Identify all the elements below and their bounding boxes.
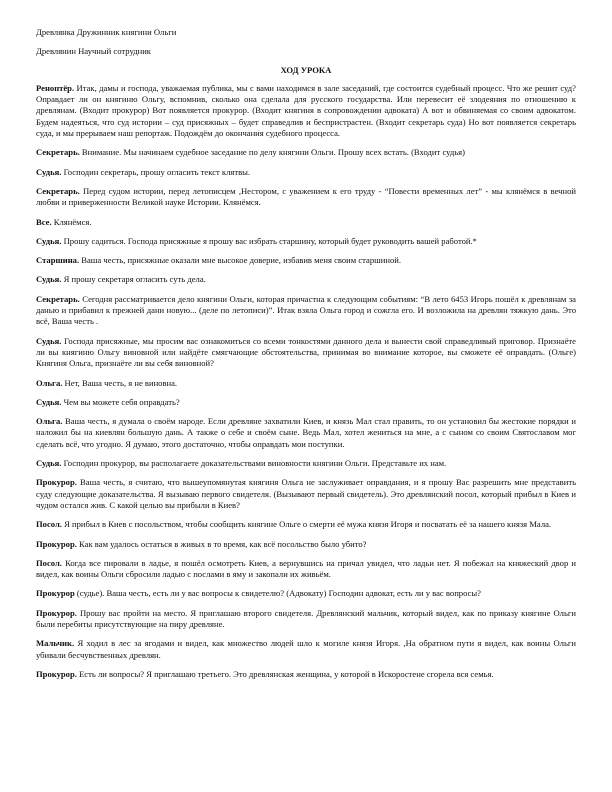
dialogue-paragraph [36,217,576,228]
dialogue-paragraph [36,397,576,408]
speech-text: Прошу вас пройти на место. Я приглашаю второго свидетеля. Древлянский мальчик, который видел, как по приказу княгине Ольги были перебиты присутствующие на пиру древляне. [36,607,576,629]
speaker-name: Прокурор. [36,538,77,549]
speech-text: Ваша честь, присяжные оказали мне высокое доверие, избавив меня своим старшиной. [79,255,402,266]
dialogue-paragraph [36,186,576,209]
speech-text: Есть ли вопросы? Я приглашаю третьего. Это древлянская женщина, у которой в Искоростене сгорела вся семья. [76,668,494,679]
speech-text: Господа присяжные, мы просим вас ознакомиться со всеми тонкостями данного дела и вынести свой справедливый приговор. Признаёте ли вы княгиню Ольгу виновной или найдёте смягчающие обстоятельства, принимая во внимание которое, вы сможете её оправдать. (Ольге) Княгиня Ольга, признаёте ли вы себя виновной? [36,335,576,369]
dialogue-paragraph [36,236,576,247]
speaker-name: Посол. [36,557,62,568]
speech-text: Я прибыл в Киев с посольством, чтобы сообщить княгине Ольге о смерти её мужа князя Игоря и посватать её за нашего князя Мала. [61,519,552,530]
dialogue-paragraph [36,608,576,631]
speech-text: Ваша честь, я считаю, что вышеупомянутая княгиня Ольга не заслуживает оправдания, и я прошу Вас разрешить мне представить суду следующие доказательства. Я вызываю первого свидетеля. (Вызывают первый свидетель). Это древлянский посол, который прибыл в Киев и чудом остался жив. С какой целью вы прибыли в Киев? [36,477,576,510]
speaker-name: Секретарь. [36,185,80,196]
speaker-name: Ольга. [36,377,63,388]
speech-text: Чем вы можете себя оправдать? [61,396,180,407]
speaker-name: Прокурор. [36,477,77,488]
speaker-name: Судья. [36,235,62,246]
speech-text: Нет, Ваша честь, я не виновна. [62,377,178,388]
dialogue-paragraph [36,83,576,139]
dialogue-paragraph [36,274,576,285]
speech-text: Ваша честь, я думала о своём народе. Если древляне захватили Киев, и князь Мал стал править, то он установил бы жестокие порядки и наложил бы на киевлян большую дань. А также о себе и своём сыне. Ведь Мал, хотел жениться на мне, а с сыном со своим Святославом мог сделать всё, что угодно. Я думаю, этого достаточно, чтобы оправдать мои поступки. [36,416,576,449]
dialogue-paragraph [36,147,576,158]
speaker-name: Реноптёр. [36,82,75,93]
speaker-name: Судья. [36,396,62,407]
dialogue-paragraph [36,558,576,581]
dialogue-paragraph [36,378,576,389]
speaker-name: Старшина. [36,255,80,266]
speech-text: Господин секретарь, прошу огласить текст клятвы. [61,166,251,177]
speech-text: Я прошу секретаря огласить суть дела. [61,274,206,285]
speaker-name: Мальчик. [36,638,75,649]
speech-text: Клянёмся. [51,216,92,227]
speaker-name: Все. [36,216,52,227]
speech-text: Как вам удалось остаться в живых в то время, как всё посольство было убито? [76,538,367,549]
dialogue-paragraph [36,588,576,599]
speaker-name: Прокурор. [36,607,77,618]
dialogue-paragraph [36,458,576,469]
lesson-heading: ХОД УРОКА [280,64,332,75]
dialogue-paragraph [36,519,576,530]
speech-text: Прошу садиться. Господа присяжные я прошу вас избрать старшину, который будет руководить вашей работой.* [61,235,477,246]
speech-text: Я ходил в лес за ягодами и видел, как множество людей шло к могиле князя Игоря. ,На обратном пути я видел, как воины Ольги убивали бесчувственных древлян. [36,638,576,660]
speaker-name: Ольга. [36,416,63,427]
speaker-name: Секретарь. [36,147,80,158]
speaker-name: Прокурор. [36,668,77,679]
speaker-name: Судья. [36,274,62,285]
role-line-2: Древлянин Научный сотрудник [36,45,151,56]
role-line-1: Древлянка Дружинник княгини Ольги [36,27,177,37]
dialogue-paragraph [36,638,576,661]
speech-text: Господин прокурор, вы располагаете доказательствами виновности княгини Ольги. Представьте их нам. [61,458,447,469]
speaker-name: Посол. [36,519,62,530]
dialogue [36,83,576,680]
speaker-name: Судья. [36,335,62,346]
dialogue-paragraph [36,477,576,511]
dialogue-paragraph [36,336,576,370]
dialogue-paragraph [36,167,576,178]
speaker-name: Прокурор [36,588,75,599]
speaker-name: Секретарь. [36,293,80,304]
dialogue-paragraph [36,669,576,680]
dialogue-paragraph [36,416,576,450]
speech-text: Итак, дамы и господа, уважаемая публика, мы с вами находимся в зале заседаний, где состоится судебный процесс. Что же решит суд? Оправдает ли он княгиню Ольгу, вспомнив, сколько она сделала для русского государства. Или перевесит её злодеяния по отношению к древлянам. (Входит прокурор) Вот появляется прокурор. (Входит княгиня в сопровождении адвоката) А вот и обвиняемая со своим адвокатом. Будем надеяться, что суд истории – суд присяжных – будет справедлив и беспристрастен. (Входит секретарь суда) Но вот появляется секретарь суда, и мы прерываем наш репортаж. Подождём до окончания судебного процесса. [36,82,576,139]
speaker-name: Судья. [36,458,62,469]
speech-text: Когда все пировали в ладье, я пошёл осмотреть Киев, а вернувшись на причал увидел, что ладьи нет. Я побежал на княжеский двор и видел, как воины Ольги сбросили ладью с послами в яму и закопали их живьём. [36,557,576,580]
speaker-name: Судья. [36,166,62,177]
speech-text: Перед судом истории, перед летописцем ,Нестором, с уважением к его труду - “Повести временных лет” - мы клянёмся в вечной любви и приверженности Великой науке Истории. Клянёмся. [36,185,576,208]
dialogue-paragraph [36,255,576,266]
dialogue-paragraph [36,539,576,550]
speech-text: (судье). Ваша честь, есть ли у вас вопросы к свидетелю? (Адвокату) Господин адвокат, есть ли у вас вопросы? [74,588,482,599]
speech-text: Внимание. Мы начинаем судебное заседание по делу княгини Ольги. Прошу всех встать. (Входит судья) [79,147,466,158]
speech-text: Сегодня рассматривается дело княгини Ольги, которая причастна к следующим событиям: “В лето 6453 Игорь пошёл к древлянам за данью и прибавил к прежней дани новую... (деле по летописи)”. Итак взяла Ольга город и сожгла его. И возложила на древлян тяжкую дань. Это всё, Ваша честь . [36,293,576,327]
dialogue-paragraph [36,294,576,328]
